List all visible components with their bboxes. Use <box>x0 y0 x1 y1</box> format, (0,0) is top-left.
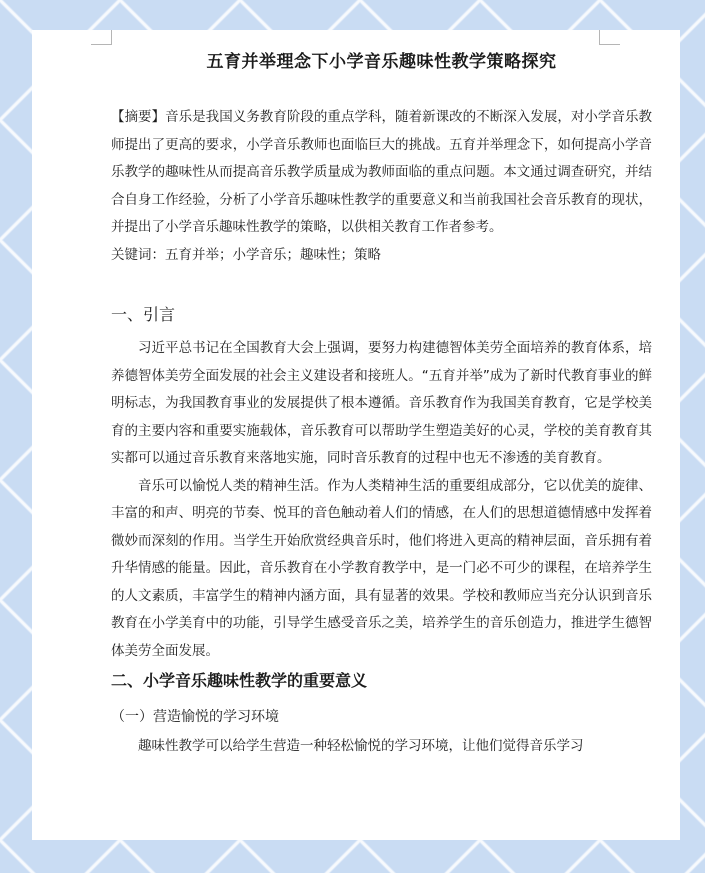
subsection-heading: （一）营造愉悦的学习环境 <box>111 709 279 725</box>
body-paragraph: 音乐可以愉悦人类的精神生活。作为人类精神生活的重要组成部分，它以优美的旋律、丰富的和声、明亮的节奏、悦耳的音色触动着人们的情感，在人们的思想道德情感中发挥着微妙而深刻的作用。当学生开始欣赏经典音乐时，他们将进入更高的精神层面，音乐拥有着升华情感的能量。因此，音乐教育在小学教育教学中，是一门必不可少的课程，在培养学生的人文素质，丰富学生的精神内涵方面，具有显著的效果。学校和教师应当充分认识到音乐教育在小学美育中的功能，引导学生感受音乐之美，培养学生的音乐创造力，推进学生德智体美劳全面发展。 <box>111 477 652 659</box>
keywords-label: 关键词： <box>111 246 165 263</box>
crop-mark-top-left <box>91 30 112 45</box>
document-title: 五育并举理念下小学音乐趣味性教学策略探究 <box>206 52 557 72</box>
keywords-line <box>111 242 652 270</box>
body-paragraph: 趣味性教学可以给学生营造一种轻松愉悦的学习环境，让他们觉得音乐学习 <box>138 738 584 754</box>
abstract-label: 【摘要】 <box>111 109 166 125</box>
crop-mark-top-right <box>599 30 620 45</box>
keywords-text: 五育并举；小学音乐；趣味性；策略 <box>165 246 381 263</box>
body-paragraph: 习近平总书记在全国教育大会上强调，要努力构建德智体美劳全面培养的教育体系，培养德智体美劳全面发展的社会主义建设者和接班人。“五育并举”成为了新时代教育事业的鲜明标志，为我国教育事业的发展提供了根本遵循。音乐教育作为我国美育教育，它是学校美育的主要内容和重要实施载体，音乐教育可以帮助学生塑造美好的心灵，学校的美育教育其实都可以通过音乐教育来落地实施，同时音乐教育的过程中也无不渗透的美育教育。 <box>111 340 652 466</box>
section-heading-introduction: 一、引言 <box>111 305 176 324</box>
document-page <box>32 30 680 840</box>
abstract-text: 音乐是我国义务教育阶段的重点学科，随着新课改的不断深入发展，对小学音乐教师提出了更高的要求，小学音乐教师也面临巨大的挑战。五育并举理念下，如何提高小学音乐教学的趣味性从而提高音乐教学质量成为教师面临的重点问题。本文通过调查研究，并结合自身工作经验，分析了小学音乐趣味性教学的重要意义和当前我国社会音乐教育的现状，并提出了小学音乐趣味性教学的策略，以供相关教育工作者参考。 <box>111 109 653 235</box>
abstract-paragraph <box>111 104 652 242</box>
section-heading-significance: 二、小学音乐趣味性教学的重要意义 <box>111 671 368 690</box>
